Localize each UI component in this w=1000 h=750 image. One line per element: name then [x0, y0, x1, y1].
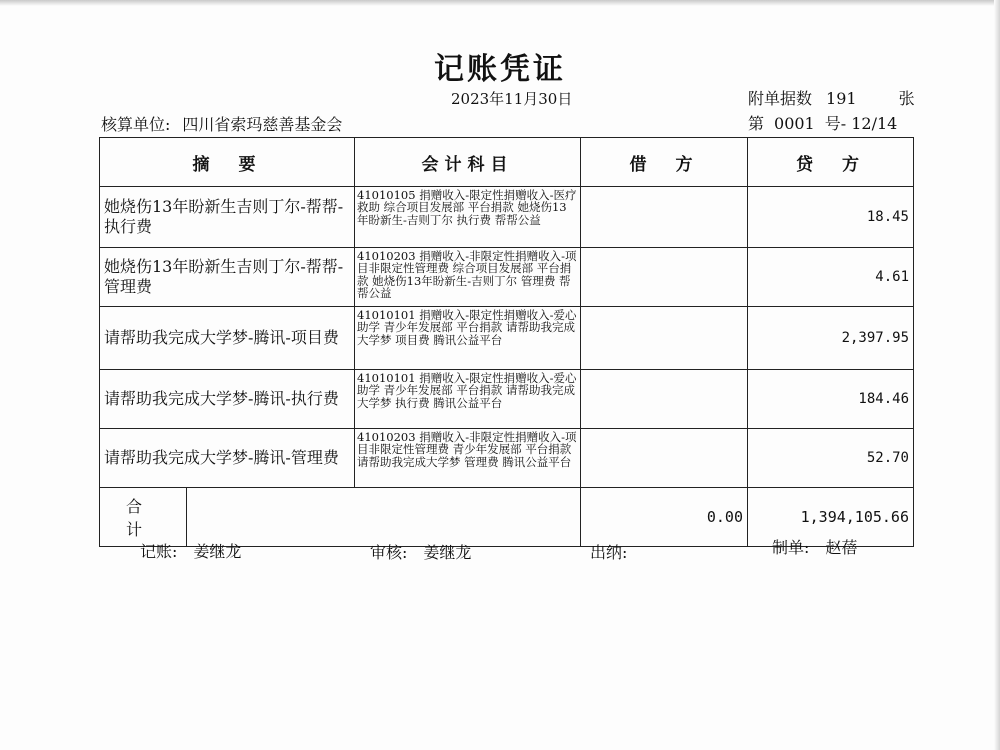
voucher-suffix: 号-	[824, 114, 847, 133]
table-row	[100, 187, 914, 248]
table-row	[100, 248, 914, 307]
voucher-page: 12/14	[851, 114, 898, 133]
attachment-number: 191	[826, 89, 857, 108]
signature-cashier: 出纳:	[590, 543, 628, 562]
row-credit: 184.46	[748, 370, 914, 429]
voucher-date: 2023年11月30日	[451, 90, 573, 108]
total-label: 合 计	[100, 488, 187, 546]
row-credit: 2,397.95	[748, 307, 914, 370]
row-summary: 请帮助我完成大学梦-腾讯-执行费	[100, 370, 355, 429]
document-title: 记账凭证	[434, 52, 566, 87]
table-row	[100, 429, 914, 488]
total-label-cell	[100, 488, 581, 547]
row-debit	[581, 187, 748, 248]
row-account: 41010101 捐赠收入-限定性捐赠收入-爱心助学 青少年发展部 平台捐款 请帮助我完成大学梦 项目费 腾讯公益平台	[355, 307, 581, 370]
header-debit: 借 方	[581, 138, 748, 187]
row-account: 41010105 捐赠收入-限定性捐赠收入-医疗救助 综合项目发展部 平台捐款 她烧伤13年盼新生-吉则丁尔 执行费 帮帮公益	[355, 187, 581, 248]
signature-preparer: 制单: 赵蓓	[772, 538, 858, 557]
row-account: 41010203 捐赠收入-非限定性捐赠收入-项目非限定性管理费 综合项目发展部 平台捐款 她烧伤13年盼新生-吉则丁尔 管理费 帮帮公益	[355, 248, 581, 307]
header-credit: 贷 方	[748, 138, 914, 187]
row-credit: 18.45	[748, 187, 914, 248]
total-debit: 0.00	[581, 488, 748, 547]
voucher-table	[99, 137, 914, 547]
row-debit	[581, 307, 748, 370]
attachment-count	[748, 86, 915, 109]
row-summary: 她烧伤13年盼新生吉则丁尔-帮帮-管理费	[100, 248, 355, 307]
row-summary: 请帮助我完成大学梦-腾讯-项目费	[100, 307, 355, 370]
header-summary: 摘 要	[100, 138, 355, 187]
voucher-no: 0001	[774, 114, 815, 133]
unit-label: 核算单位:	[101, 115, 171, 134]
unit-value: 四川省索玛慈善基金会	[182, 115, 343, 134]
row-debit	[581, 370, 748, 429]
voucher-prefix: 第	[748, 114, 765, 133]
row-summary: 她烧伤13年盼新生吉则丁尔-帮帮-执行费	[100, 187, 355, 248]
table-row	[100, 370, 914, 429]
attachment-label: 附单据数	[748, 89, 813, 108]
row-account: 41010101 捐赠收入-限定性捐赠收入-爱心助学 青少年发展部 平台捐款 请帮助我完成大学梦 执行费 腾讯公益平台	[355, 370, 581, 429]
accounting-unit	[101, 112, 342, 135]
row-credit: 52.70	[748, 429, 914, 488]
row-account: 41010203 捐赠收入-非限定性捐赠收入-项目非限定性管理费 青少年发展部 平台捐款 请帮助我完成大学梦 管理费 腾讯公益平台	[355, 429, 581, 488]
table-header-row	[100, 138, 914, 187]
scan-edge-top	[0, 0, 1000, 6]
signature-bookkeeper: 记账: 姜继龙	[140, 542, 242, 561]
header-account: 会计科目	[355, 138, 581, 187]
table-row	[100, 307, 914, 370]
voucher-number	[748, 111, 897, 134]
scan-edge-right	[994, 0, 1000, 750]
attachment-unit: 张	[898, 89, 915, 108]
row-debit	[581, 429, 748, 488]
signature-reviewer: 审核: 姜继龙	[370, 543, 472, 562]
row-debit	[581, 248, 748, 307]
total-credit: 1,394,105.66	[748, 488, 914, 547]
row-credit: 4.61	[748, 248, 914, 307]
row-summary: 请帮助我完成大学梦-腾讯-管理费	[100, 429, 355, 488]
